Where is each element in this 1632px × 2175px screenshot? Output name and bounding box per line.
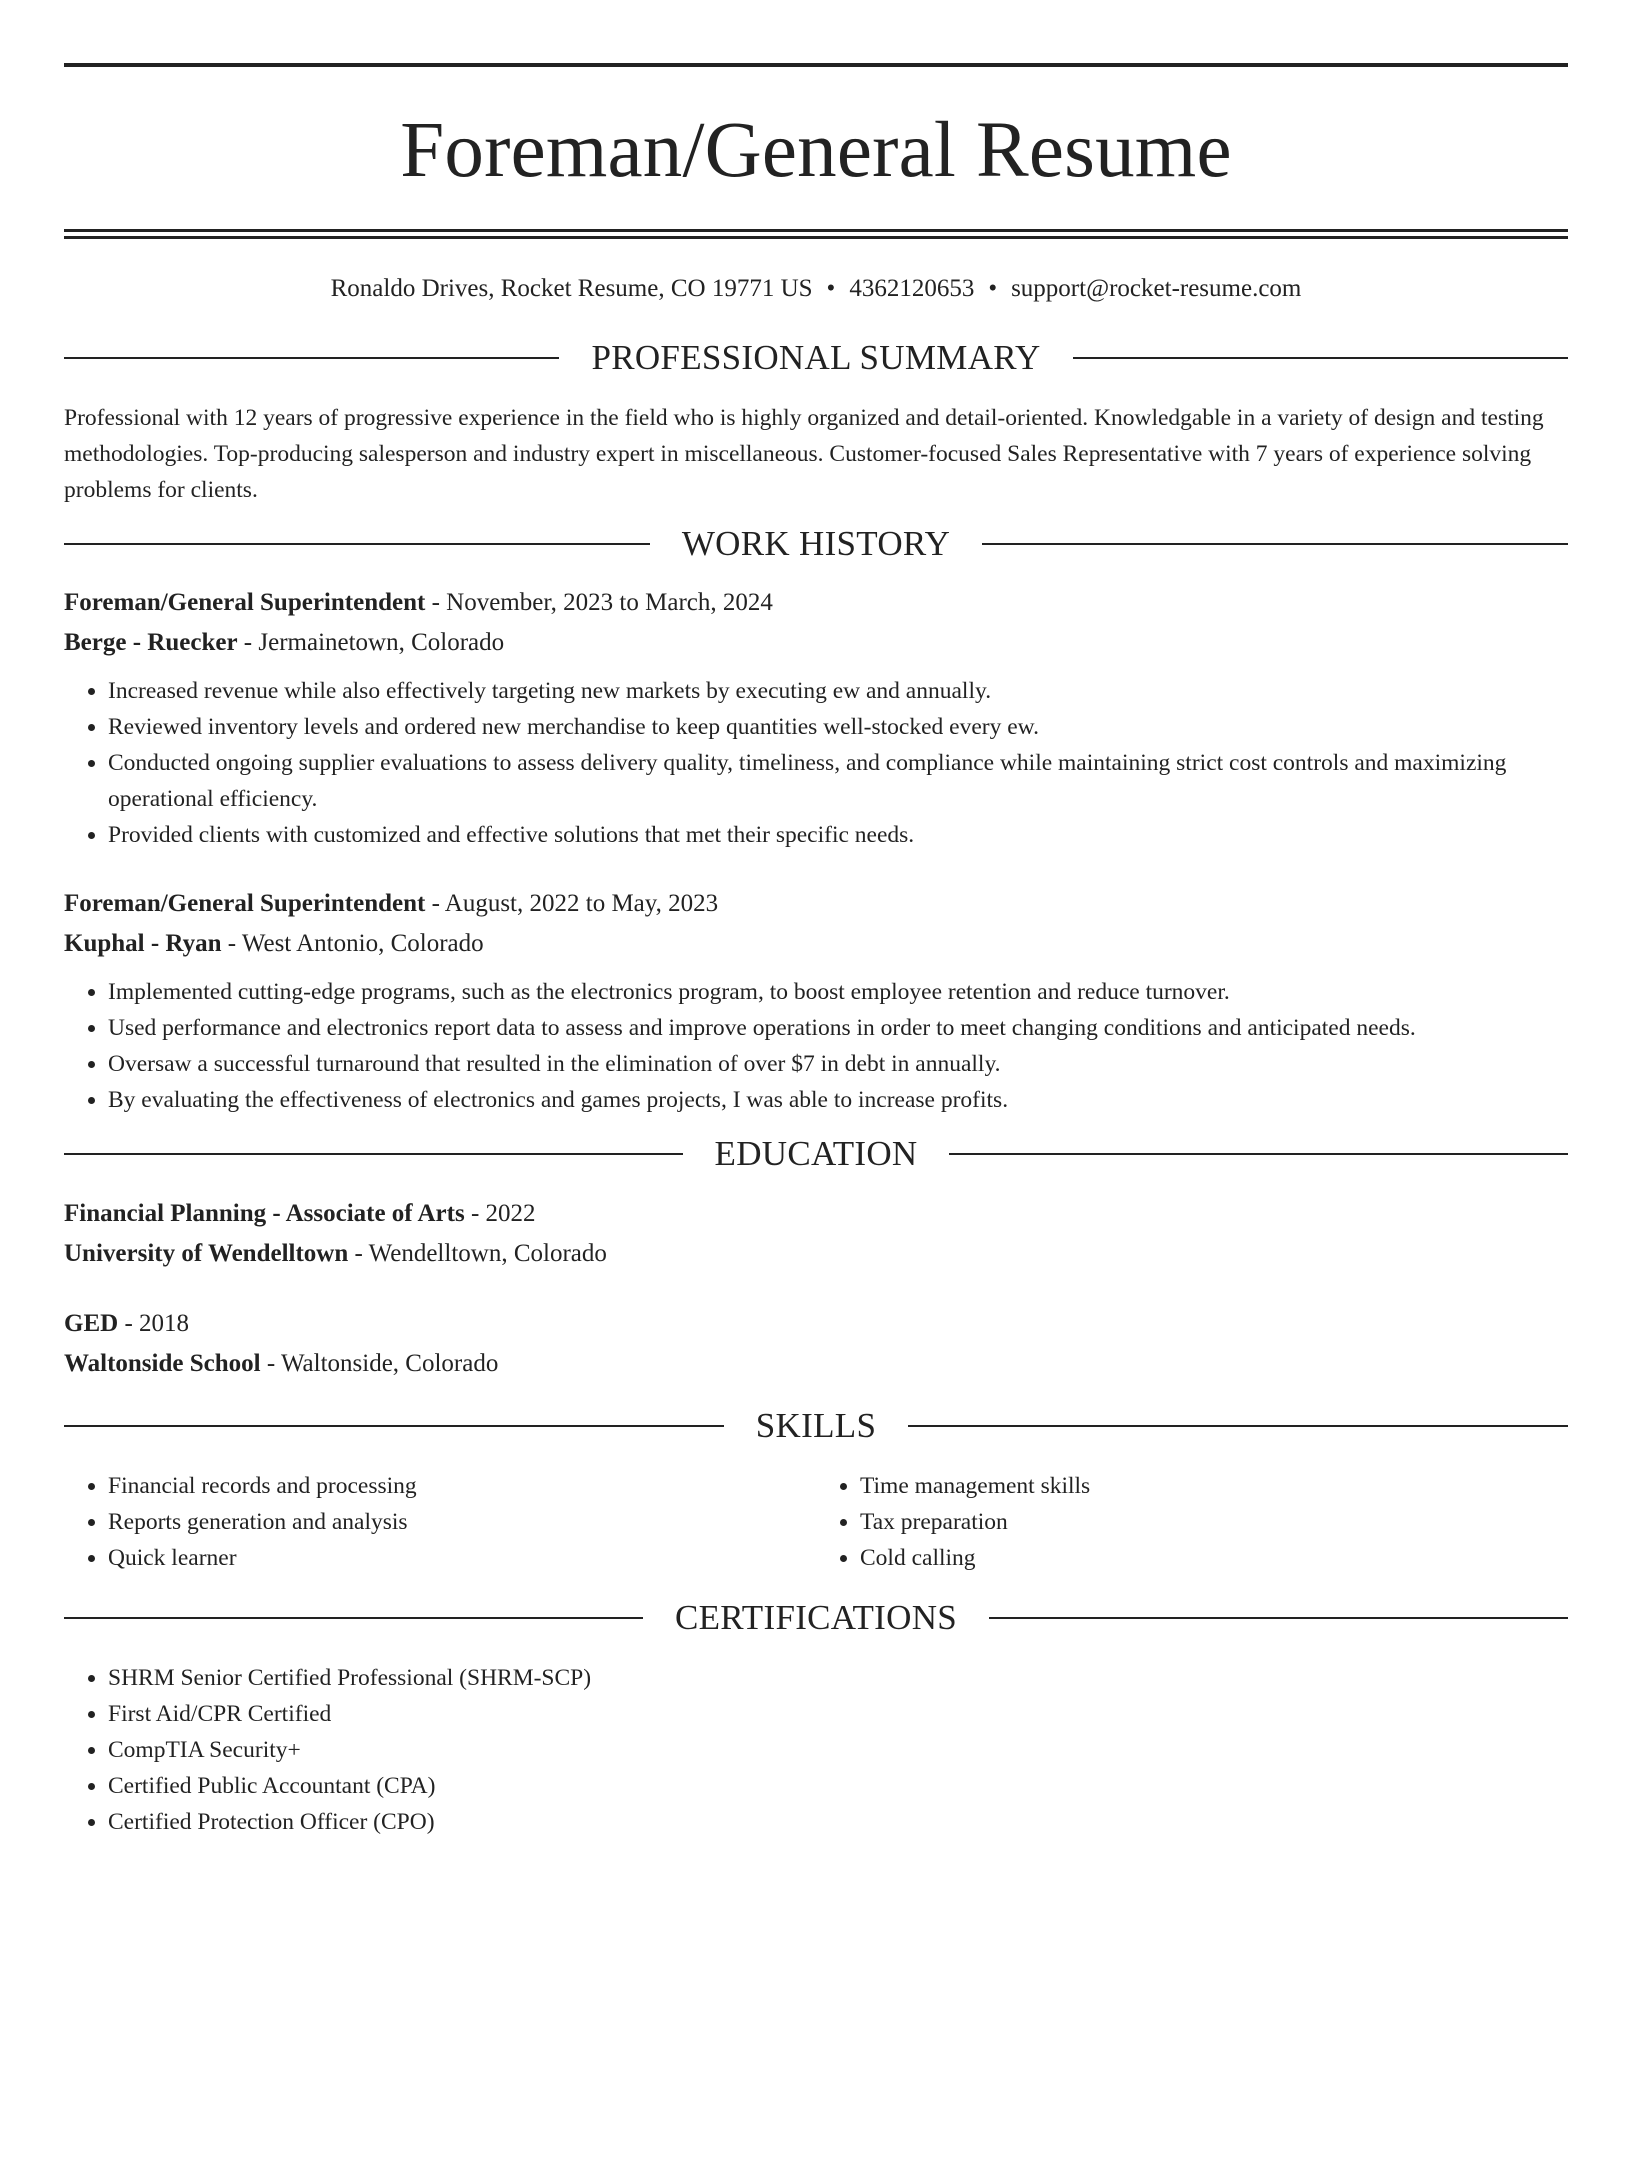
education-school-line bbox=[64, 1234, 1568, 1274]
section-heading-summary bbox=[64, 338, 1568, 378]
skill-item: • Cold calling bbox=[860, 1540, 1568, 1576]
skills-grid bbox=[64, 1468, 1568, 1576]
education-location: - Wendelltown, Colorado bbox=[348, 1240, 607, 1267]
resume-page bbox=[0, 63, 1632, 2175]
skill-item: • Reports generation and analysis bbox=[108, 1504, 816, 1540]
certification-item: • SHRM Senior Certified Professional (SHRM-SCP) bbox=[108, 1660, 1568, 1696]
contact-phone: 4362120653 bbox=[849, 275, 975, 302]
heading-rule bbox=[1073, 357, 1568, 359]
job-company: Kuphal - Ryan bbox=[64, 930, 222, 957]
skill-item: • Quick learner bbox=[108, 1540, 816, 1576]
top-rule bbox=[64, 63, 1568, 67]
section-title: WORK HISTORY bbox=[681, 524, 951, 563]
skill-item: • Tax preparation bbox=[860, 1504, 1568, 1540]
job-bullet: • Provided clients with customized and effective solutions that met their specific needs. bbox=[108, 817, 1568, 853]
certification-item: • First Aid/CPR Certified bbox=[108, 1696, 1568, 1732]
job-dates: - August, 2022 to May, 2023 bbox=[425, 890, 719, 917]
section-heading-skills bbox=[64, 1406, 1568, 1446]
education-year: - 2022 bbox=[464, 1200, 536, 1227]
title-double-rule bbox=[64, 229, 1568, 239]
education-school: University of Wendelltown bbox=[64, 1240, 349, 1267]
job-title-line bbox=[64, 583, 1568, 623]
contact-separator: • bbox=[988, 275, 998, 302]
job-title: Foreman/General Superintendent bbox=[64, 890, 426, 917]
contact-separator: • bbox=[826, 275, 836, 302]
education-school: Waltonside School bbox=[64, 1350, 261, 1377]
contact-email: support@rocket-resume.com bbox=[1011, 275, 1302, 302]
section-heading-work-history bbox=[64, 524, 1568, 564]
heading-rule bbox=[64, 1153, 683, 1155]
heading-rule bbox=[64, 1425, 724, 1427]
certification-item: • Certified Public Accountant (CPA) bbox=[108, 1768, 1568, 1804]
job-bullet: • By evaluating the effectiveness of electronics and games projects, I was able to increase profits. bbox=[108, 1082, 1568, 1118]
education-location: - Waltonside, Colorado bbox=[260, 1350, 499, 1377]
job-title-line bbox=[64, 884, 1568, 924]
job-title: Foreman/General Superintendent bbox=[64, 589, 426, 616]
resume-title: Foreman/General Resume bbox=[400, 107, 1232, 194]
job-dates: - November, 2023 to March, 2024 bbox=[425, 589, 773, 616]
contact-address: Ronaldo Drives, Rocket Resume, CO 19771 US bbox=[330, 275, 813, 302]
heading-rule bbox=[982, 543, 1568, 545]
job-entry bbox=[64, 583, 1568, 853]
job-company-line bbox=[64, 623, 1568, 663]
job-bullets bbox=[64, 673, 1568, 853]
certification-item: • Certified Protection Officer (CPO) bbox=[108, 1804, 1568, 1840]
job-company: Berge - Ruecker bbox=[64, 629, 238, 656]
job-company-line bbox=[64, 924, 1568, 964]
education-entry bbox=[64, 1194, 1568, 1274]
summary-text: Professional with 12 years of progressive experience in the field who is highly organized and detail-oriented. Knowledgable in a variety of design and testing methodologies. Top-producing salesperson and industry expert in miscellaneous. Customer-focused Sales Representative with 7 years of experience solving problems for clients. bbox=[64, 405, 1544, 503]
certification-item: • CompTIA Security+ bbox=[108, 1732, 1568, 1768]
heading-rule bbox=[949, 1153, 1568, 1155]
skill-item: • Time management skills bbox=[860, 1468, 1568, 1504]
job-bullet: • Implemented cutting-edge programs, such as the electronics program, to boost employee retention and reduce turnover. bbox=[108, 974, 1568, 1010]
heading-rule bbox=[908, 1425, 1568, 1427]
education-degree: Financial Planning - Associate of Arts bbox=[64, 1200, 465, 1227]
job-bullet: • Used performance and electronics report data to assess and improve operations in order to meet changing conditions and anticipated needs. bbox=[108, 1010, 1568, 1046]
section-heading-education bbox=[64, 1134, 1568, 1174]
skills-list-left bbox=[64, 1468, 816, 1576]
heading-rule bbox=[64, 543, 650, 545]
education-year: - 2018 bbox=[118, 1310, 190, 1337]
job-location: - Jermainetown, Colorado bbox=[237, 629, 505, 656]
section-heading-certifications bbox=[64, 1598, 1568, 1638]
job-location: - West Antonio, Colorado bbox=[221, 930, 484, 957]
section-title: SKILLS bbox=[755, 1406, 877, 1445]
education-degree-line bbox=[64, 1304, 1568, 1344]
heading-rule bbox=[64, 357, 559, 359]
contact-line bbox=[64, 272, 1568, 306]
certifications-list bbox=[64, 1660, 1568, 1840]
heading-rule bbox=[64, 1617, 643, 1619]
education-degree-line bbox=[64, 1194, 1568, 1234]
job-bullet: • Increased revenue while also effectively targeting new markets by executing ew and annually. bbox=[108, 673, 1568, 709]
education-school-line bbox=[64, 1344, 1568, 1384]
job-entry bbox=[64, 884, 1568, 1118]
job-bullets bbox=[64, 974, 1568, 1118]
skill-item: • Financial records and processing bbox=[108, 1468, 816, 1504]
job-bullet: • Conducted ongoing supplier evaluations to assess delivery quality, timeliness, and compliance while maintaining strict cost controls and maximizing operational efficiency. bbox=[108, 745, 1568, 817]
education-degree: GED bbox=[64, 1310, 119, 1337]
section-title: PROFESSIONAL SUMMARY bbox=[591, 338, 1041, 377]
job-bullet: • Oversaw a successful turnaround that resulted in the elimination of over $7 in debt in annually. bbox=[108, 1046, 1568, 1082]
section-title: CERTIFICATIONS bbox=[674, 1598, 958, 1637]
skills-list-right bbox=[816, 1468, 1568, 1576]
heading-rule bbox=[989, 1617, 1568, 1619]
education-entry bbox=[64, 1304, 1568, 1384]
job-bullet: • Reviewed inventory levels and ordered new merchandise to keep quantities well-stocked every ew. bbox=[108, 709, 1568, 745]
section-title: EDUCATION bbox=[714, 1134, 918, 1173]
